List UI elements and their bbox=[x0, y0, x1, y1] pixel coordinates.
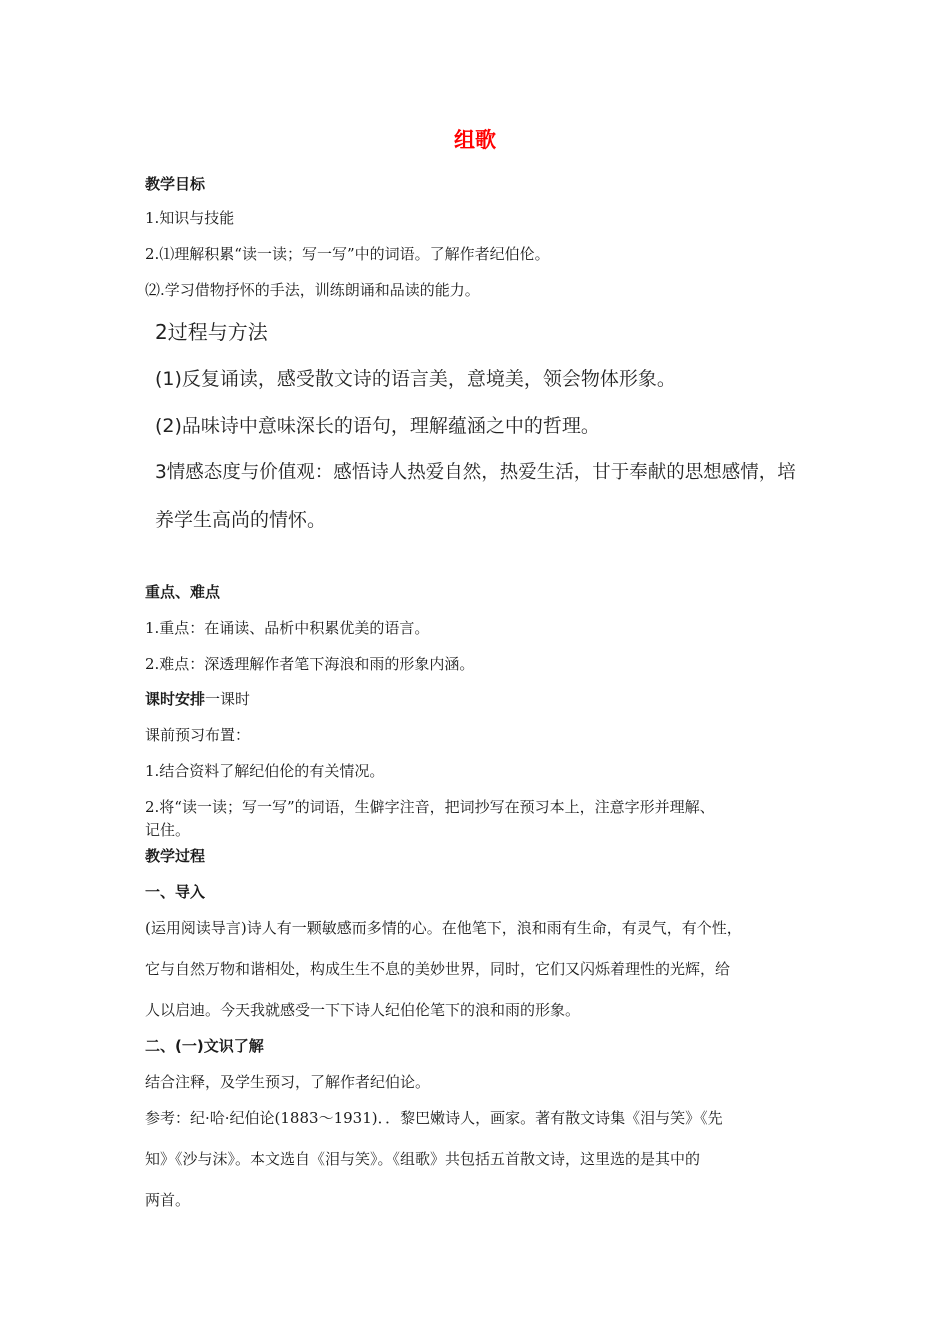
embedded-text-image bbox=[145, 310, 835, 540]
key-points-line-2: 2.难点：深透理解作者笔下海浪和雨的形象内涵。 bbox=[145, 655, 475, 673]
section-2-line-1: 结合注释，及学生预习，了解作者纪伯论。 bbox=[145, 1073, 431, 1091]
image-line-4: 3情感态度与价值观：感悟诗人热爱自然，热爱生活，甘于奉献的思想感情，培 bbox=[155, 462, 796, 483]
image-line-1: 2过程与方法 bbox=[155, 320, 268, 344]
document-title: 组歌 bbox=[454, 128, 496, 152]
preview-heading: 课前预习布置： bbox=[145, 726, 251, 744]
image-line-5: 养学生高尚的情怀。 bbox=[155, 509, 327, 531]
schedule-value: 一课时 bbox=[205, 690, 251, 708]
section-1-para-line-2: 它与自然万物和谐相处，构成生生不息的美妙世界，同时，它们又闪烁着理性的光辉，给 bbox=[145, 960, 731, 978]
section-1-para-line-3: 人以启迪。今天我就感受一下下诗人纪伯伦笔下的浪和雨的形象。 bbox=[145, 1001, 581, 1019]
goals-heading: 教学目标 bbox=[145, 175, 206, 193]
key-points-heading: 重点、难点 bbox=[145, 583, 221, 601]
image-line-2: (1)反复诵读，感受散文诗的语言美，意境美，领会物体形象。 bbox=[155, 368, 676, 390]
section-2-heading: 二、(一)文识了解 bbox=[145, 1037, 264, 1055]
schedule-heading: 课时安排 bbox=[145, 690, 206, 708]
section-2-para-line-3: 两首。 bbox=[145, 1191, 191, 1209]
schedule-line bbox=[145, 689, 825, 709]
preview-line-2b: 记住。 bbox=[145, 821, 191, 839]
goals-line-3: ⑵.学习借物抒怀的手法，训练朗诵和品读的能力。 bbox=[145, 281, 480, 299]
key-points-line-1: 1.重点：在诵读、品析中积累优美的语言。 bbox=[145, 619, 430, 637]
preview-line-1: 1.结合资料了解纪伯伦的有关情况。 bbox=[145, 762, 385, 780]
section-2-para-line-2: 知》《沙与沫》。本文选自《泪与笑》。《组歌》共包括五首散文诗，这里选的是其中的 bbox=[145, 1150, 701, 1168]
section-1-heading: 一、导入 bbox=[145, 883, 206, 901]
goals-line-1: 1.知识与技能 bbox=[145, 209, 235, 227]
preview-line-2a: 2.将“读一读；写一写”的词语，生僻字注音，把词抄写在预习本上，注意字形并理解、 bbox=[145, 798, 715, 816]
goals-line-2: 2.⑴理解积累“读一读；写一写”中的词语。了解作者纪伯伦。 bbox=[145, 245, 550, 263]
section-1-para-line-1: (运用阅读导言)诗人有一颗敏感而多情的心。在他笔下，浪和雨有生命，有灵气，有个性， bbox=[145, 919, 742, 937]
section-2-para-line-1: 参考：纪·哈·纪伯论(1883～1931)．．黎巴嫩诗人，画家。著有散文诗集《泪与笑》《先 bbox=[145, 1109, 723, 1127]
process-heading: 教学过程 bbox=[145, 847, 206, 865]
image-line-3: (2)品味诗中意味深长的语句，理解蕴涵之中的哲理。 bbox=[155, 415, 600, 437]
